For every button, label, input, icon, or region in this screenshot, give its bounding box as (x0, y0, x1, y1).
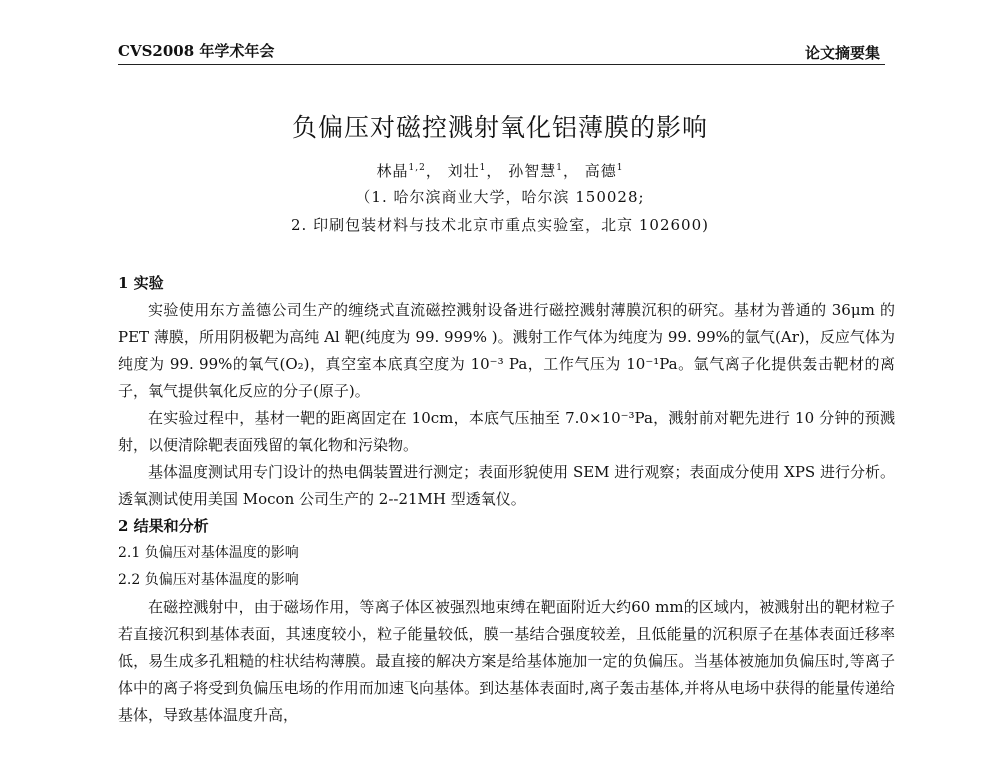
author-affiliation-mark: 1 (616, 163, 624, 173)
body-paragraph: 基体温度测试用专门设计的热电偶装置进行测定；表面形貌使用 SEM 进行观察；表面成分使用 XPS 进行分析。透氧测试使用美国 Mocon 公司生产的 2--21MH 型透氧仪。 (118, 463, 895, 508)
running-header-left: CVS2008 年学术年会 (118, 42, 275, 60)
author-affiliation-mark: 1,2 (408, 163, 426, 173)
section-heading: 1 实验 (118, 274, 164, 292)
body-paragraph: 在实验过程中，基材一靶的距离固定在 10cm，本底气压抽至 7.0×10⁻³Pa，溅射前对靶先进行 10 分钟的预溅射，以便清除靶表面残留的氧化物和污染物。 (118, 409, 895, 454)
author-name: 高德 (584, 162, 617, 180)
section-heading: 2 结果和分析 (118, 517, 209, 535)
author-name: 林晶 (376, 162, 409, 180)
paper-body (118, 270, 895, 729)
author-affiliation-mark: 1 (479, 163, 487, 173)
affiliation-1: （1. 哈尔滨商业大学，哈尔滨 150028; (355, 188, 645, 206)
body-paragraph: 实验使用东方盖德公司生产的缠绕式直流磁控溅射设备进行磁控溅射薄膜沉积的研究。基材为普通的 36μm 的 PET 薄膜，所用阴极靶为高纯 Al 靶(纯度为 99. 999% )。溅射工作气体为纯度为 99. 99%的氩气(Ar)，反应气体为纯度为 99. 99%的氧气(O₂)，真空室本底真空度为 10⁻³ Pa，工作气压为 10⁻¹Pa。氩气离子化提供轰击靶材的离子，氧气提供氧化反应的分子(原子)。 (118, 301, 895, 400)
running-header-right: 论文摘要集 (804, 44, 880, 62)
author-name: 刘壮 (447, 162, 480, 180)
body-paragraph: 在磁控溅射中，由于磁场作用，等离子体区被强烈地束缚在靶面附近大约60 mm的区域内，被溅射出的靶材粒子若直接沉积到基体表面，其速度较小，粒子能量较低，膜一基结合强度较差，且低能量的沉积原子在基体表面迁移率低，易生成多孔粗糙的柱状结构薄膜。最直接的解决方案是给基体施加一定的负偏压。当基体被施加负偏压时,等离子体中的离子将受到负偏压电场的作用而加速飞向基体。到达基体表面时,离子轰击基体,并将从电场中获得的能量传递给基体，导致基体温度升高， (118, 598, 895, 724)
affiliation-2: 2. 印刷包装材料与技术北京市重点实验室，北京 102600) (291, 216, 709, 234)
paper-title: 负偏压对磁控溅射氧化铝薄膜的影响 (291, 113, 708, 142)
author-name: 孙智慧 (508, 162, 557, 180)
author-affiliation-mark: 1 (556, 163, 563, 173)
subsection-heading: 2.2 负偏压对基体温度的影响 (118, 572, 299, 588)
header-divider (118, 64, 885, 65)
author-list: 林晶$^{1,2}$， 刘壮$^1$， 孙智慧$^1$， 高德$^1$ (376, 162, 624, 180)
subsection-heading: 2.1 负偏压对基体温度的影响 (118, 545, 299, 561)
